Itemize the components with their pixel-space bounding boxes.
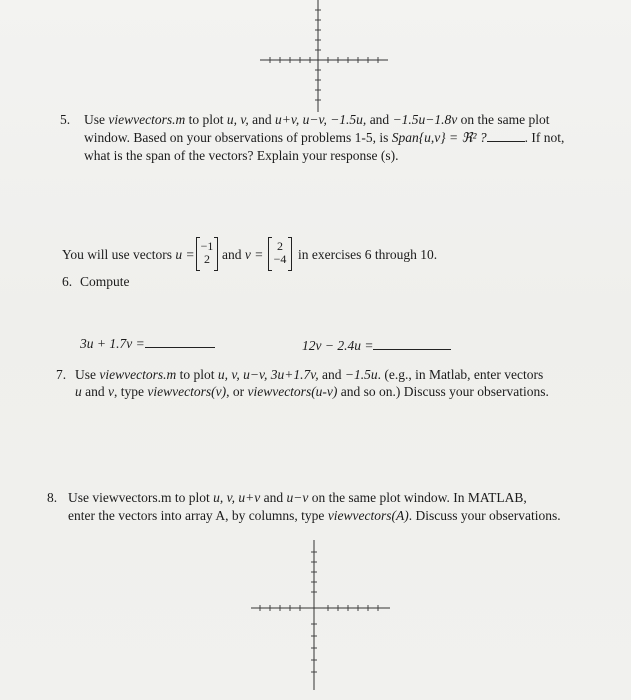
top-axes-sketch [250,0,400,120]
vector-u-matrix [196,238,218,270]
vector-u-bottom: 2 [204,252,210,266]
problem-6-expr-1: 3u + 1.7v = [80,335,215,352]
vector-u-top: −1 [200,239,214,253]
problem-5-line-3: what is the span of the vectors? Explain your response (s). [84,148,399,163]
problem-8-line-1: Use viewvectors.m to plot u, v, u+v and u−v on the same plot window. In MATLAB, [68,490,527,505]
problem-7-line-2: u and v, type viewvectors(v), or viewvectors(u-v) and so on.) Discuss your observations. [75,384,549,399]
answer-blank-expr-2[interactable] [373,349,451,350]
problem-7-number: 7. [56,367,67,382]
problem-5-line-2: window. Based on your observations of problems 1-5, is Span{u,v} = ℜ² ? . If not, [84,130,565,145]
problem-7-line-1: Use viewvectors.m to plot u, v, u−v, 3u+1.7v, and −1.5u. (e.g., in Matlab, enter vectors [75,367,544,382]
vector-v-matrix [268,238,292,270]
vectors-intro-and: and v = [222,247,264,262]
problem-5-number: 5. [60,112,71,127]
bottom-axes-sketch [245,540,395,700]
problem-8-number: 8. [47,490,58,505]
problem-8-line-2: enter the vectors into array A, by columns, type viewvectors(A). Discuss your observations. [68,508,561,523]
problem-6-label: Compute [80,274,130,289]
vectors-intro-lead: You will use vectors u = [62,247,195,262]
answer-blank-span[interactable] [487,141,525,142]
vector-v-bottom: −4 [273,252,287,266]
problem-6-expr-2: 12v − 2.4u = [302,337,451,354]
answer-blank-expr-1[interactable] [145,347,215,348]
problem-5-line-1: Use viewvectors.m to plot u, v, and u+v, u−v, −1.5u, and −1.5u−1.8v on the same plot [84,112,550,127]
vector-v-top: 2 [277,239,283,253]
vectors-intro-tail: in exercises 6 through 10. [298,247,438,262]
problem-6-number: 6. [62,274,73,289]
